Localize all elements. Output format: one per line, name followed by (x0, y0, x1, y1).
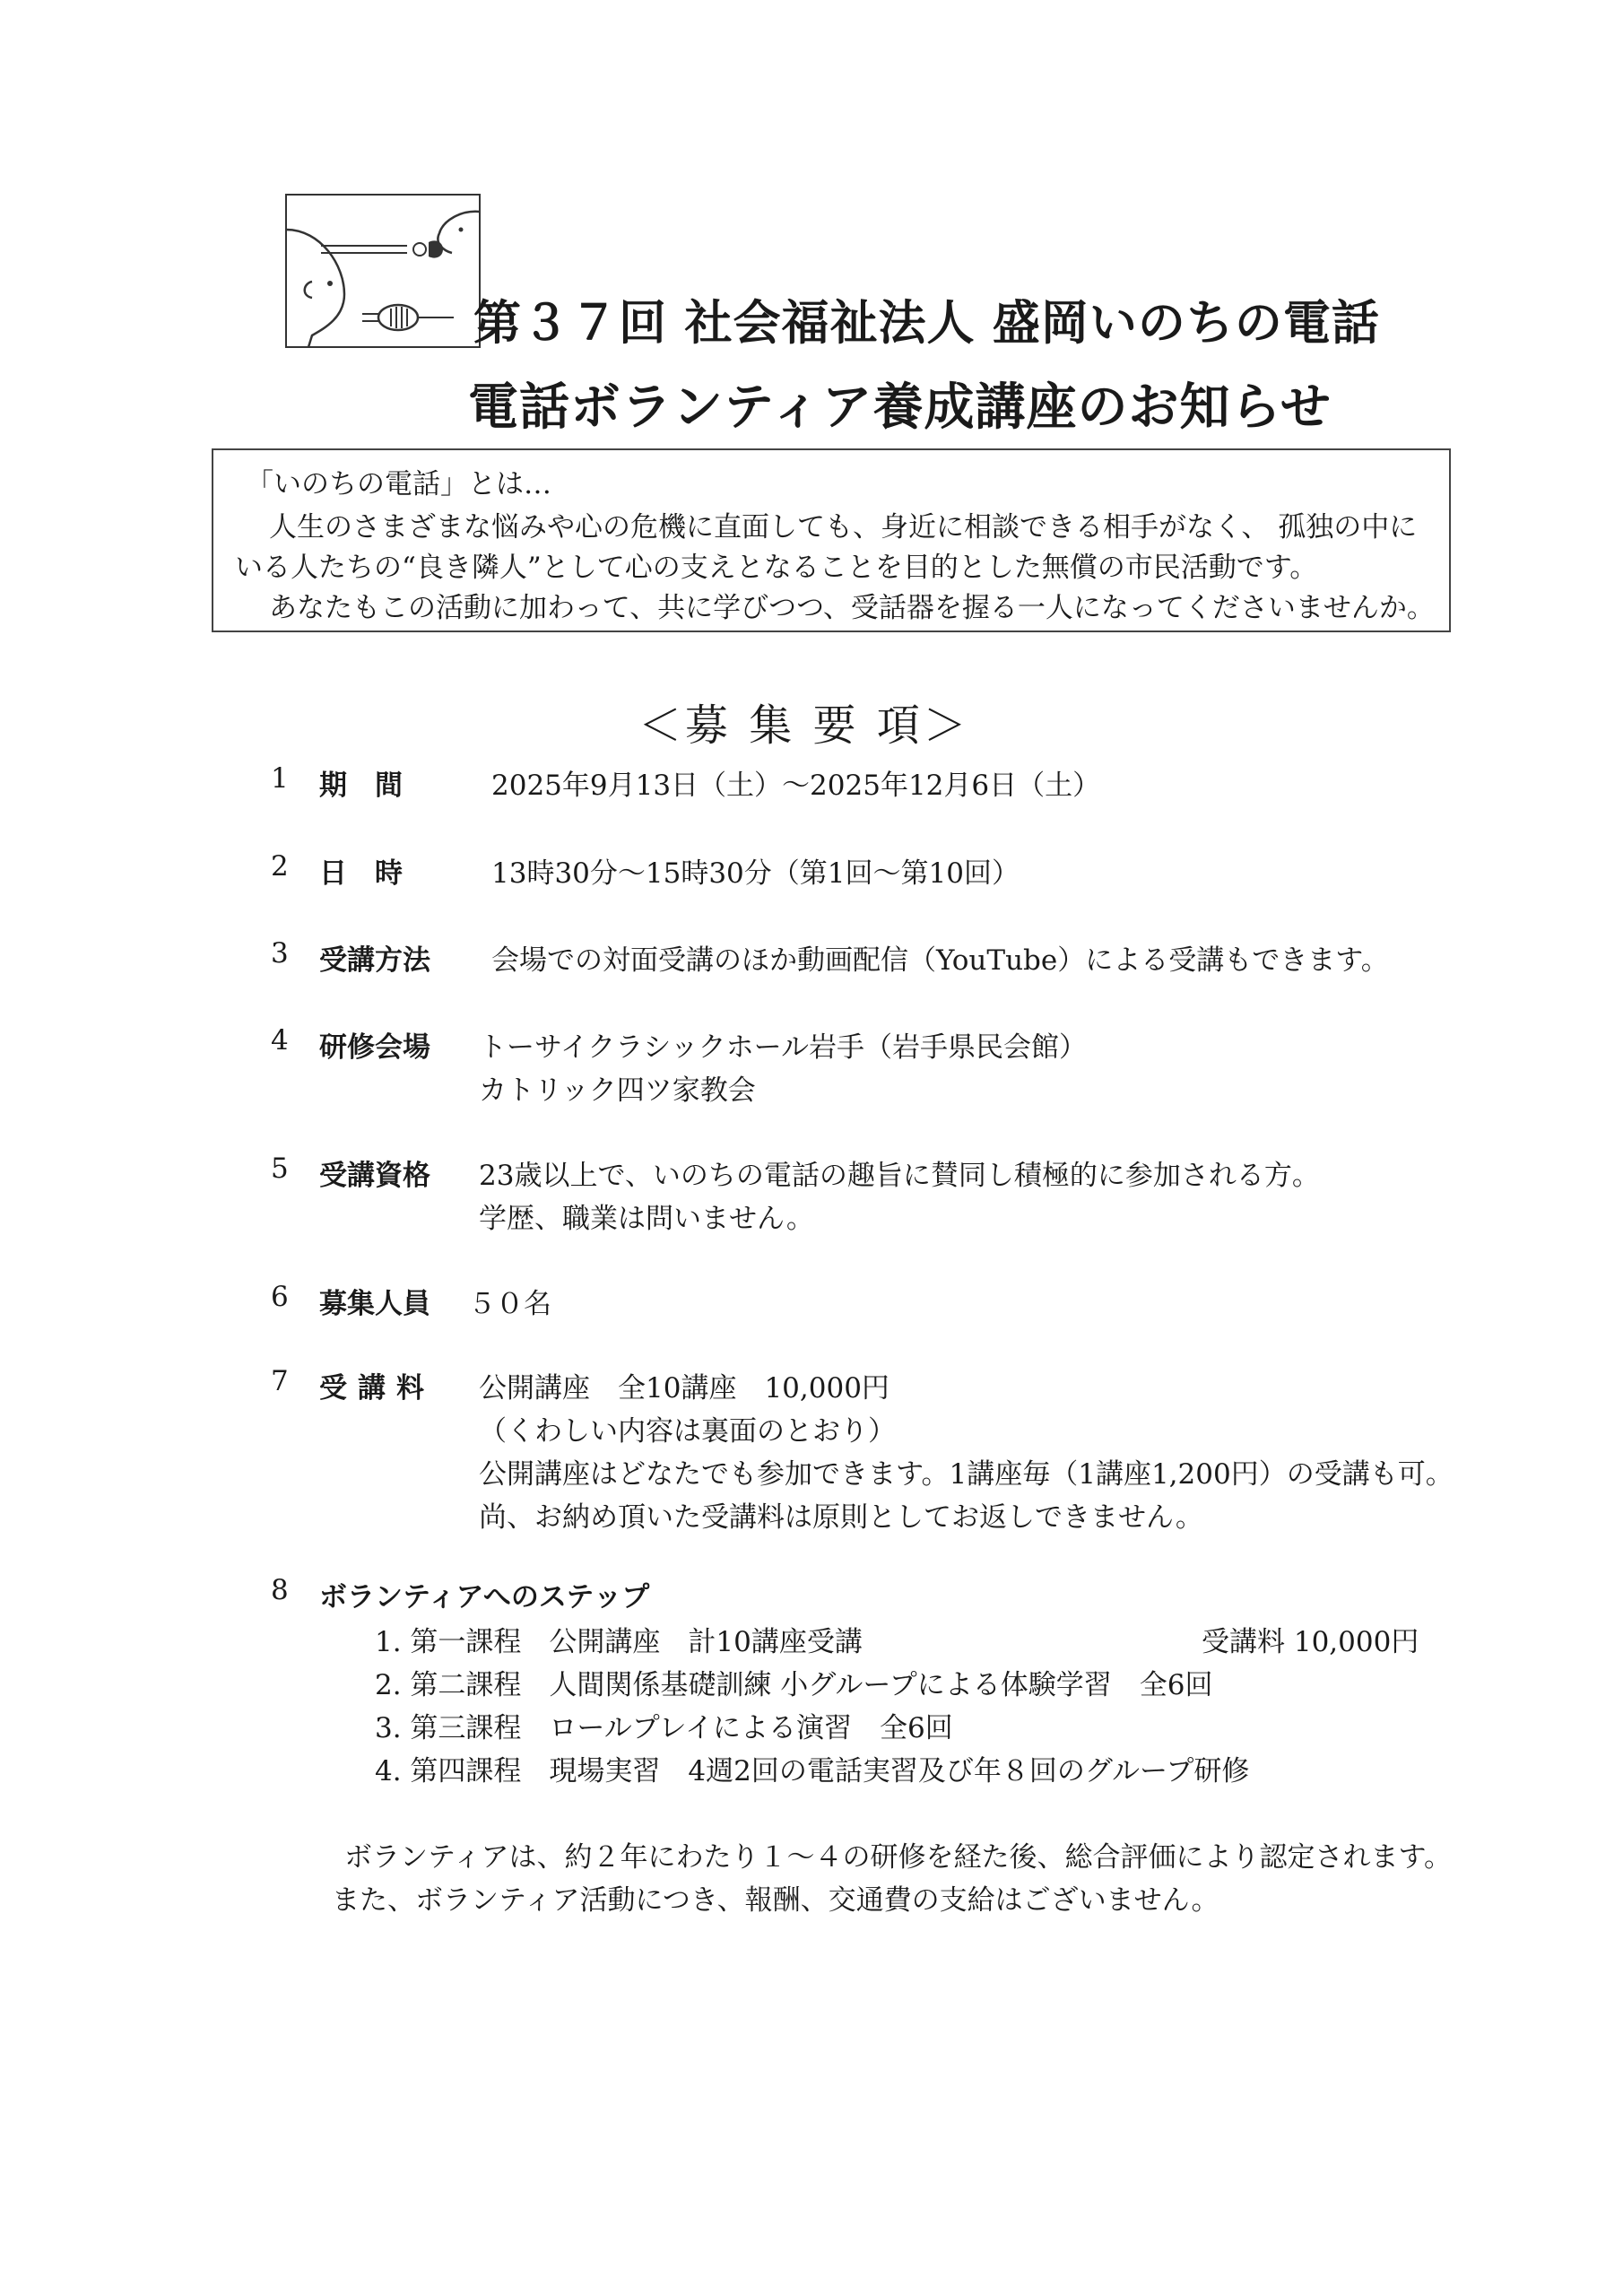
item-number: 3 (271, 937, 289, 970)
item-label-period: 期 間 (319, 770, 403, 802)
recruitment-heading: ＜募 集 要 項＞ (638, 700, 970, 751)
step-4: 4. 第四課程 現場実習 4週2回の電話実習及び年８回のグループ研修 (375, 1755, 1250, 1787)
item-value-fee-3: 公開講座はどなたでも参加できます。1講座毎（1講座1,200円）の受講も可。 (479, 1458, 1454, 1491)
step-3: 3. 第三課程 ロールプレイによる演習 全6回 (375, 1712, 953, 1744)
item-label-steps: ボランティアへのステップ (319, 1581, 650, 1613)
closing-line-1: ボランティアは、約２年にわたり１～４の研修を経た後、総合評価により認定されます。 (344, 1841, 1453, 1874)
item-number: 7 (271, 1365, 289, 1397)
intro-line-3: あなたもこの活動に加わって、共に学びつつ、受話器を握る一人になってくださいませんか。 (269, 592, 1435, 624)
item-number: 1 (271, 762, 289, 795)
title-line-1: 第３７回 社会福祉法人 盛岡いのちの電話 (473, 296, 1380, 351)
item-label-eligibility: 受講資格 (319, 1160, 430, 1192)
item-number: 4 (271, 1024, 289, 1057)
item-number: 6 (271, 1281, 289, 1313)
item-value-fee-2: （くわしい内容は裏面のとおり） (479, 1415, 896, 1448)
title-line-2: 電話ボランティア養成講座のお知らせ (468, 378, 1332, 437)
item-value-method: 会場での対面受講のほか動画配信（YouTube）による受講もできます。 (491, 944, 1389, 977)
step-1: 1. 第一課程 公開講座 計10講座受講 (375, 1626, 863, 1658)
item-label-fee: 受講料 (319, 1372, 435, 1405)
step-2: 2. 第二課程 人間関係基礎訓練 小グループによる体験学習 全6回 (375, 1669, 1213, 1701)
item-value-datetime: 13時30分～15時30分（第1回～第10回） (491, 857, 1020, 890)
inochi-no-denwa-logo (285, 194, 481, 348)
intro-heading: 「いのちの電話」とは… (246, 468, 551, 500)
item-value-fee-4: 尚、お納め頂いた受講料は原則としてお返しできません。 (479, 1501, 1203, 1534)
item-value-venue-2: カトリック四ツ家教会 (479, 1074, 756, 1107)
item-value-venue-1: トーサイクラシックホール岩手（岩手県民会館） (479, 1031, 1087, 1064)
item-number: 2 (271, 850, 289, 883)
item-value-eligibility-1: 23歳以上で、いのちの電話の趣旨に賛同し積極的に参加される方。 (479, 1160, 1320, 1192)
item-value-period: 2025年9月13日（土）～2025年12月6日（土） (491, 770, 1101, 802)
item-label-venue: 研修会場 (319, 1031, 430, 1064)
item-label-method: 受講方法 (319, 944, 430, 977)
intro-line-2: いる人たちの“良き隣人”として心の支えとなることを目的とした無償の市民活動です。 (235, 552, 1318, 584)
item-number: 8 (271, 1574, 289, 1606)
item-label-datetime: 日 時 (319, 857, 403, 890)
item-value-fee-1: 公開講座 全10講座 10,000円 (479, 1372, 890, 1405)
item-value-capacity: ５０名 (468, 1288, 551, 1320)
item-value-eligibility-2: 学歴、職業は問いません。 (479, 1203, 814, 1235)
step-1-fee: 受講料 10,000円 (1202, 1626, 1419, 1658)
intro-line-1: 人生のさまざまな悩みや心の危機に直面しても、身近に相談できる相手がなく、 孤独の中に (269, 511, 1418, 544)
closing-line-2: また、ボランティア活動につき、報酬、交通費の支給はございません。 (332, 1884, 1219, 1917)
item-label-capacity: 募集人員 (319, 1288, 430, 1320)
item-number: 5 (271, 1152, 289, 1185)
intro-box (212, 448, 1451, 632)
